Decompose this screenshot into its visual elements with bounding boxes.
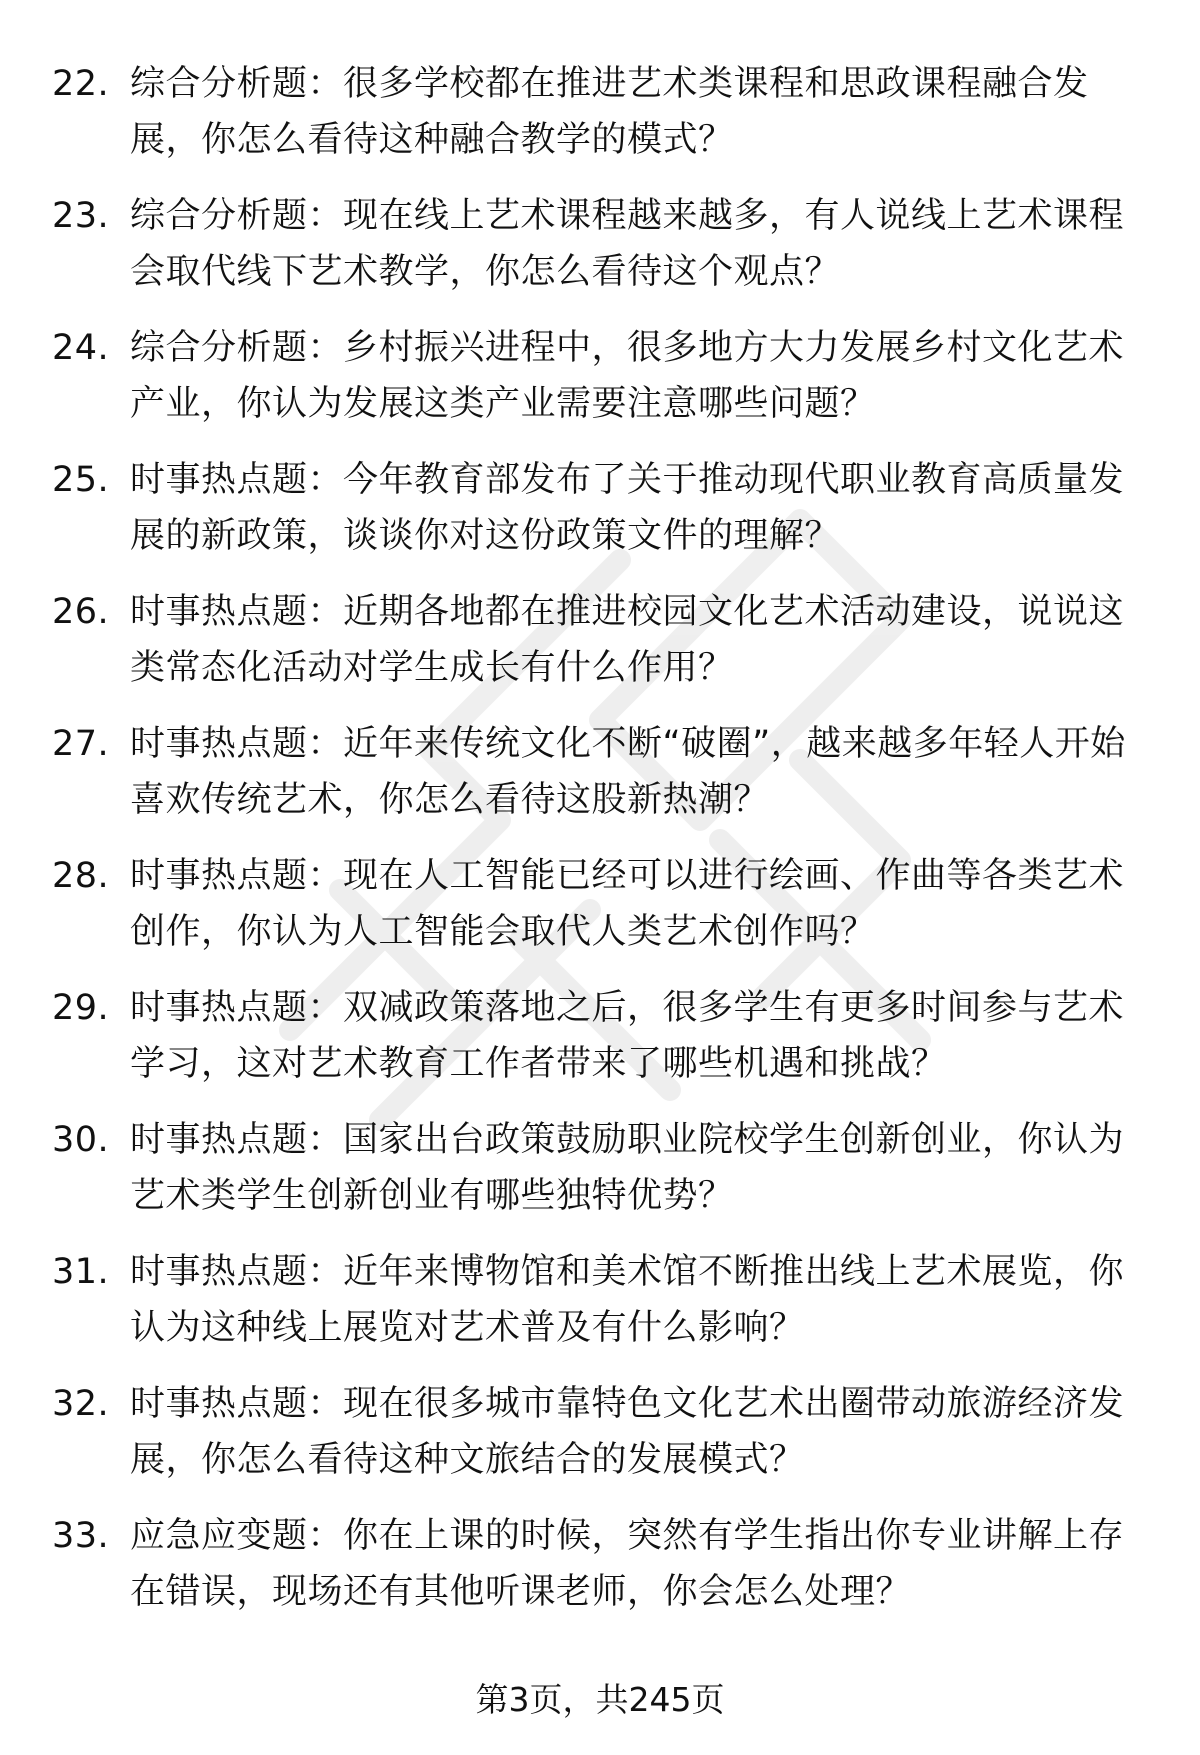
question-item-30: [0, 1112, 1200, 1244]
question-item-22: [0, 56, 1200, 188]
question-text: 综合分析题：乡村振兴进程中，很多地方大力发展乡村文化艺术产业，你认为发展这类产业需要注意哪些问题？: [130, 328, 1125, 424]
question-number: 33.: [52, 1516, 110, 1556]
question-item-23: [0, 188, 1200, 320]
question-text: 时事热点题：双减政策落地之后，很多学生有更多时间参与艺术学习，这对艺术教育工作者带来了哪些机遇和挑战？: [130, 988, 1125, 1084]
question-number: 31.: [52, 1252, 110, 1292]
question-text: 综合分析题：现在线上艺术课程越来越多，有人说线上艺术课程会取代线下艺术教学，你怎么看待这个观点？: [130, 196, 1125, 292]
question-number: 24.: [52, 328, 110, 368]
question-item-24: [0, 320, 1200, 452]
question-item-26: [0, 584, 1200, 716]
question-number: 26.: [52, 592, 110, 632]
question-text: 时事热点题：今年教育部发布了关于推动现代职业教育高质量发展的新政策，谈谈你对这份政策文件的理解？: [130, 460, 1125, 556]
question-number: 27.: [52, 724, 110, 764]
question-number: 32.: [52, 1384, 110, 1424]
question-text: 时事热点题：近年来传统文化不断“破圈”，越来越多年轻人开始喜欢传统艺术，你怎么看待这股新热潮？: [130, 724, 1126, 820]
question-list: [0, 56, 1200, 1640]
question-number: 28.: [52, 856, 110, 896]
question-text: 时事热点题：现在很多城市靠特色文化艺术出圈带动旅游经济发展，你怎么看待这种文旅结合的发展模式？: [130, 1384, 1125, 1480]
question-text: 时事热点题：国家出台政策鼓励职业院校学生创新创业，你认为艺术类学生创新创业有哪些独特优势？: [130, 1120, 1125, 1216]
question-item-33: [0, 1508, 1200, 1640]
question-number: 23.: [52, 196, 110, 236]
question-number: 30.: [52, 1120, 110, 1160]
question-text: 应急应变题：你在上课的时候，突然有学生指出你专业讲解上存在错误，现场还有其他听课老师，你会怎么处理？: [130, 1516, 1125, 1612]
question-item-29: [0, 980, 1200, 1112]
question-text: 时事热点题：近期各地都在推进校园文化艺术活动建设，说说这类常态化活动对学生成长有什么作用？: [130, 592, 1125, 688]
page-number-footer: 第3页，共245页: [475, 1680, 725, 1719]
question-number: 29.: [52, 988, 110, 1028]
question-item-31: [0, 1244, 1200, 1376]
question-text: 时事热点题：近年来博物馆和美术馆不断推出线上艺术展览，你认为这种线上展览对艺术普及有什么影响？: [130, 1252, 1125, 1348]
question-text: 综合分析题：很多学校都在推进艺术类课程和思政课程融合发展，你怎么看待这种融合教学的模式？: [130, 64, 1089, 160]
question-item-25: [0, 452, 1200, 584]
question-text: 时事热点题：现在人工智能已经可以进行绘画、作曲等各类艺术创作，你认为人工智能会取代人类艺术创作吗？: [130, 856, 1125, 952]
question-item-32: [0, 1376, 1200, 1508]
question-item-27: [0, 716, 1200, 848]
question-number: 22.: [52, 64, 110, 104]
question-item-28: [0, 848, 1200, 980]
question-number: 25.: [52, 460, 110, 500]
